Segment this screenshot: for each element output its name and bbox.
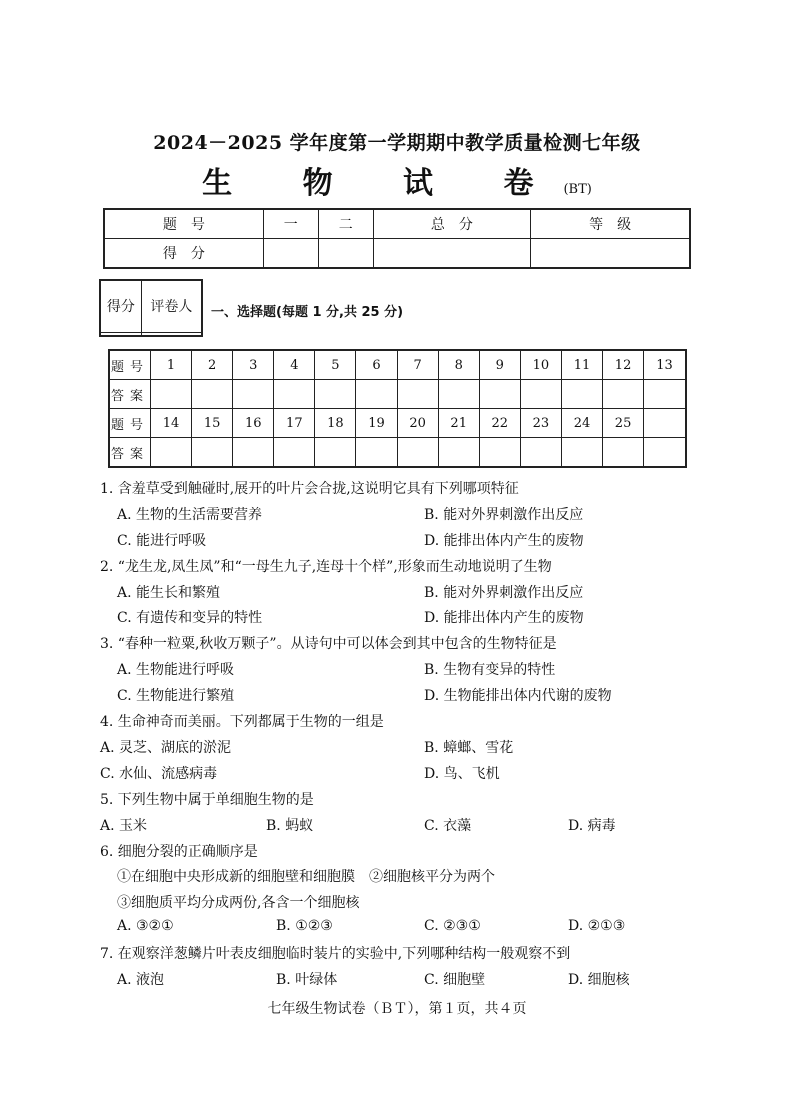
answer-cell[interactable] [561,438,602,468]
q1-option-b[interactable]: B. 能对外界刺激作出反应 [424,507,584,523]
question-number: 9 [479,350,520,380]
question-number: 3 [233,350,274,380]
subject-name: 生 物 试 卷 [202,166,564,201]
grader-score-cell[interactable] [100,332,141,336]
score-header-grade: 等 级 [531,209,690,239]
question-number: 19 [356,409,397,438]
q2-option-c[interactable]: C. 有遗传和变异的特性 [117,610,263,626]
question-1-stem: 1. 含羞草受到触碰时,展开的叶片会合拢,这说明它具有下列哪项特征 [100,481,519,497]
q5-option-b[interactable]: B. 蚂蚁 [266,818,314,834]
answer-cell[interactable] [603,380,644,409]
score-header-label: 题 号 [104,209,263,239]
question-number: 23 [520,409,561,438]
question-number: 13 [644,350,686,380]
q7-option-a[interactable]: A. 液泡 [117,972,165,988]
question-3-stem: 3. “春种一粒粟,秋收万颗子”。从诗句中可以体会到其中包含的生物特征是 [100,636,557,652]
question-number: 11 [561,350,602,380]
score-header-part2: 二 [318,209,373,239]
exam-title: 2024－2025 学年度第一学期期中教学质量检测七年级 [153,132,641,154]
num-label: 题号 [109,350,151,380]
question-6-stem: 6. 细胞分裂的正确顺序是 [100,844,258,860]
q1-option-c[interactable]: C. 能进行呼吸 [117,533,207,549]
score-header-part1: 一 [263,209,318,239]
answer-cell[interactable] [356,438,397,468]
score-cell-part2[interactable] [318,239,373,269]
answer-cell[interactable] [274,380,315,409]
question-number: 12 [603,350,644,380]
score-cell-part1[interactable] [263,239,318,269]
q6-option-b[interactable]: B. ①②③ [276,918,333,934]
answer-cell[interactable] [644,438,686,468]
question-number: 17 [274,409,315,438]
grader-box [99,279,203,337]
q5-option-d[interactable]: D. 病毒 [568,818,616,834]
grader-score-label: 得分 [100,280,141,332]
q6-option-c[interactable]: C. ②③① [424,918,481,934]
question-number: 21 [438,409,479,438]
answer-cell[interactable] [397,438,438,468]
grader-name-cell[interactable] [141,332,202,336]
question-number: 10 [520,350,561,380]
q7-option-b[interactable]: B. 叶绿体 [276,972,338,988]
q4-option-b[interactable]: B. 蟑螂、雪花 [424,740,514,756]
q1-option-d[interactable]: D. 能排出体内产生的废物 [424,533,584,549]
q6-option-a[interactable]: A. ③②① [117,918,174,934]
q2-option-d[interactable]: D. 能排出体内产生的废物 [424,610,584,626]
answer-cell[interactable] [438,438,479,468]
num-label: 题号 [109,409,151,438]
answer-cell[interactable] [520,438,561,468]
answer-grid-num-row-2 [109,409,686,438]
q5-option-a[interactable]: A. 玉米 [100,818,148,834]
question-number: 5 [315,350,356,380]
answer-grid-num-row-1 [109,350,686,380]
q3-option-a[interactable]: A. 生物能进行呼吸 [117,662,235,678]
answer-grid [108,349,687,468]
answer-label: 答案 [109,380,151,409]
q6-step-line-2: ③细胞质平均分成两份,各含一个细胞核 [117,895,360,911]
page-footer: 七年级生物试卷（ＢＴ），第１页，共４页 [267,1001,527,1017]
q1-option-a[interactable]: A. 生物的生活需要营养 [117,507,263,523]
q4-option-a[interactable]: A. 灵芝、湖底的淤泥 [100,740,232,756]
question-number: 6 [356,350,397,380]
question-number: 7 [397,350,438,380]
answer-cell[interactable] [397,380,438,409]
answer-cell[interactable] [233,380,274,409]
answer-cell[interactable] [438,380,479,409]
question-number: 8 [438,350,479,380]
answer-cell[interactable] [315,380,356,409]
paper-code: (BT) [563,182,592,197]
score-cell-grade[interactable] [531,239,690,269]
answer-cell[interactable] [520,380,561,409]
q2-option-a[interactable]: A. 能生长和繁殖 [117,585,221,601]
answer-cell[interactable] [356,380,397,409]
q5-option-c[interactable]: C. 衣藻 [424,818,472,834]
question-number: 16 [233,409,274,438]
question-number: 25 [603,409,644,438]
grader-name-label: 评卷人 [141,280,202,332]
question-number: 22 [479,409,520,438]
q3-option-d[interactable]: D. 生物能排出体内代谢的废物 [424,688,612,704]
answer-cell[interactable] [315,438,356,468]
answer-grid-ans-row-2 [109,438,686,468]
question-number: 14 [151,409,192,438]
q2-option-b[interactable]: B. 能对外界刺激作出反应 [424,585,584,601]
answer-label: 答案 [109,438,151,468]
q3-option-b[interactable]: B. 生物有变异的特性 [424,662,556,678]
answer-cell[interactable] [561,380,602,409]
score-header-total: 总 分 [373,209,530,239]
question-number: 1 [151,350,192,380]
question-5-stem: 5. 下列生物中属于单细胞生物的是 [100,792,314,808]
q7-option-d[interactable]: D. 细胞核 [568,972,630,988]
section-title: 一、选择题(每题 1 分,共 25 分) [211,305,404,320]
score-row-label: 得 分 [104,239,263,269]
question-number [644,409,686,438]
question-number: 20 [397,409,438,438]
answer-cell[interactable] [603,438,644,468]
question-number: 15 [192,409,233,438]
q3-option-c[interactable]: C. 生物能进行繁殖 [117,688,235,704]
answer-cell[interactable] [151,380,192,409]
question-2-stem: 2. “龙生龙,凤生凤”和“一母生九子,连母十个样”,形象而生动地说明了生物 [100,559,552,575]
answer-cell[interactable] [151,438,192,468]
question-number: 4 [274,350,315,380]
question-4-stem: 4. 生命神奇而美丽。下列都属于生物的一组是 [100,714,384,730]
q6-step-line-1: ①在细胞中央形成新的细胞壁和细胞膜 ②细胞核平分为两个 [117,869,495,885]
q7-option-c[interactable]: C. 细胞壁 [424,972,486,988]
q4-option-c[interactable]: C. 水仙、流感病毒 [100,766,218,782]
answer-cell[interactable] [644,380,686,409]
question-number: 2 [192,350,233,380]
answer-cell[interactable] [274,438,315,468]
q6-option-d[interactable]: D. ②①③ [568,918,626,934]
question-7-stem: 7. 在观察洋葱鳞片叶表皮细胞临时装片的实验中,下列哪种结构一般观察不到 [100,946,571,962]
answer-grid-ans-row-1 [109,380,686,409]
subject-title [0,158,794,202]
question-number: 18 [315,409,356,438]
score-table [103,208,691,269]
question-number: 24 [561,409,602,438]
answer-cell[interactable] [479,380,520,409]
answer-cell[interactable] [479,438,520,468]
answer-cell[interactable] [192,438,233,468]
q4-option-d[interactable]: D. 鸟、飞机 [424,766,500,782]
answer-cell[interactable] [233,438,274,468]
score-cell-total[interactable] [373,239,530,269]
answer-cell[interactable] [192,380,233,409]
